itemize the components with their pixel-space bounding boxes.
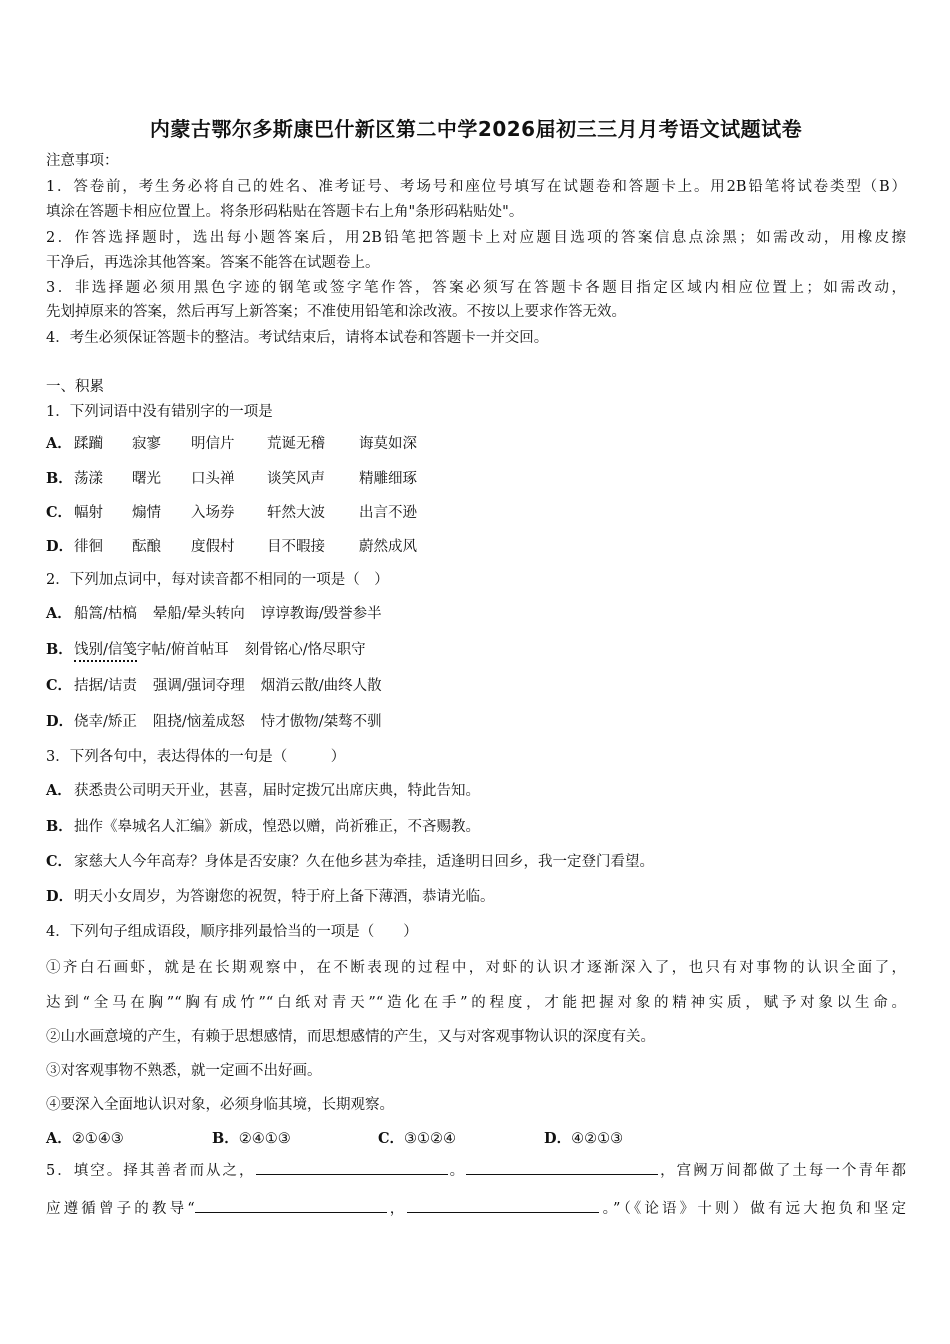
option-word: 船篙/枯槁 bbox=[74, 606, 137, 622]
q5-text: 5．填空。择其善者而从之， bbox=[46, 1163, 256, 1179]
option-label: A． bbox=[46, 435, 72, 452]
option-word: 刻骨铭心/恪尽职守 bbox=[244, 642, 366, 658]
fill-blank[interactable] bbox=[256, 1160, 448, 1175]
q4-sentence: ③对客观事物不熟悉，就一定画不出好画。 bbox=[46, 1063, 322, 1079]
option-word: 晕船/晕头转向 bbox=[152, 606, 245, 622]
option-text: 明天小女周岁，为答谢您的祝贺，特于府上备下薄酒，恭请光临。 bbox=[74, 889, 495, 905]
question-3-stem: 3．下列各句中，表达得体的一句是（ ） bbox=[46, 749, 346, 765]
q5-text: 。 bbox=[447, 1163, 467, 1179]
option-word: 侥幸/矫正 bbox=[74, 714, 137, 730]
option-label: D． bbox=[46, 538, 74, 555]
option-text: 获悉贵公司明天开业，甚喜，届时定拨冗出席庆典，特此告知。 bbox=[74, 783, 480, 799]
option-word: 出言不逊 bbox=[359, 505, 417, 521]
option-word: 幅射 bbox=[74, 505, 103, 521]
option-word: 寂寥 bbox=[132, 436, 161, 452]
q4-sentence: ①齐白石画虾，就是在长期观察中，在不断表现的过程中，对虾的认识才逐渐深入了，也只有对事物的认识全面了， bbox=[46, 960, 906, 976]
option-text: 家慈大人今年高寿？身体是否安康？久在他乡甚为牵挂，适逢明日回乡，我一定登门看望。 bbox=[74, 854, 654, 870]
notice-line: 4．考生必须保证答题卡的整洁。考试结束后，请将本试卷和答题卡一并交回。 bbox=[46, 330, 549, 346]
option-word: 字帖/俯首帖耳 bbox=[136, 642, 229, 658]
option-text: ②④①③ bbox=[238, 1131, 291, 1147]
q5-text: 。”（《论语》十则）做有远大抱负和坚定 bbox=[599, 1201, 907, 1217]
notice-heading: 注意事项： bbox=[46, 153, 119, 169]
fill-blank[interactable] bbox=[195, 1198, 387, 1213]
option-word: 蔚然成风 bbox=[359, 539, 417, 555]
option-word: 饯别/信笺 bbox=[74, 640, 137, 662]
option-label: A． bbox=[46, 1130, 72, 1147]
option-word: 拮据/诘责 bbox=[74, 678, 137, 694]
option-text: 拙作《皋城名人汇编》新成，惶恐以赠，尚祈雅正，不吝赐教。 bbox=[74, 819, 480, 835]
option-word: 酝酿 bbox=[132, 539, 161, 555]
q2-option-d bbox=[46, 712, 398, 732]
q3-option-a bbox=[46, 781, 480, 801]
option-word: 明信片 bbox=[191, 436, 235, 452]
q1-option-c bbox=[46, 503, 417, 523]
q4-option-d bbox=[544, 1127, 710, 1148]
q4-sentence: ④要深入全面地认识对象，必须身临其境，长期观察。 bbox=[46, 1097, 394, 1113]
option-word: 荡漾 bbox=[74, 471, 103, 487]
option-word: 强调/强词夺理 bbox=[152, 678, 245, 694]
option-word: 度假村 bbox=[191, 539, 235, 555]
question-5-line-2 bbox=[46, 1198, 906, 1219]
page-title: 内蒙古鄂尔多斯康巴什新区第二中学2026届初三三月月考语文试题试卷 bbox=[149, 117, 803, 141]
question-2-stem: 2．下列加点词中，每对读音都不相同的一项是（ ） bbox=[46, 572, 389, 588]
option-word: 轩然大波 bbox=[267, 505, 325, 521]
option-word: 谆谆教诲/毁誉参半 bbox=[260, 606, 382, 622]
q5-text: ，宫阙万间都做了土每一个青年都 bbox=[658, 1163, 907, 1179]
option-label: D． bbox=[46, 888, 74, 905]
section-heading: 一、积累 bbox=[46, 379, 104, 395]
option-word: 荒诞无稽 bbox=[267, 436, 325, 452]
q4-option-b bbox=[212, 1127, 378, 1148]
q4-option-a bbox=[46, 1127, 212, 1148]
option-label: B． bbox=[46, 641, 73, 658]
option-word: 口头禅 bbox=[191, 471, 235, 487]
option-word: 阻挠/恼羞成怒 bbox=[152, 714, 245, 730]
option-label: C． bbox=[378, 1130, 405, 1147]
q3-option-d bbox=[46, 887, 495, 907]
option-label: A． bbox=[46, 605, 72, 622]
option-word: 诲莫如深 bbox=[359, 436, 417, 452]
option-word: 徘徊 bbox=[74, 539, 103, 555]
notice-line: 3．非选择题必须用黑色字迹的钢笔或签字笔作答，答案必须写在答题卡各题目指定区域内相应位置上；如需改动， bbox=[46, 280, 906, 296]
q1-option-d bbox=[46, 537, 417, 557]
option-label: B． bbox=[46, 818, 73, 835]
q3-option-c bbox=[46, 852, 654, 872]
notice-line: 1．答卷前，考生务必将自己的姓名、准考证号、考场号和座位号填写在试题卷和答题卡上。用2B铅笔将试卷类型（B） bbox=[46, 179, 906, 195]
option-label: C． bbox=[46, 504, 73, 521]
option-word: 恃才傲物/桀骜不驯 bbox=[260, 714, 382, 730]
q4-sentence: ②山水画意境的产生，有赖于思想感情，而思想感情的产生，又与对客观事物认识的深度有关。 bbox=[46, 1029, 655, 1045]
question-1-stem: 1．下列词语中没有错别字的一项是 bbox=[46, 404, 273, 420]
option-word: 蹂躏 bbox=[74, 436, 103, 452]
q2-option-a bbox=[46, 604, 398, 624]
fill-blank[interactable] bbox=[466, 1160, 658, 1175]
option-label: D． bbox=[46, 713, 74, 730]
q4-sentence: 达到“全马在胸”“胸有成竹”“白纸对青天”“造化在手”的程度，才能把握对象的精神实质，赋予对象以生命。 bbox=[46, 995, 906, 1011]
option-text: ④②①③ bbox=[571, 1131, 624, 1147]
option-label: B． bbox=[212, 1130, 239, 1147]
notice-line: 填涂在答题卡相应位置上。将条形码粘贴在答题卡右上角"条形码粘贴处"。 bbox=[46, 204, 524, 220]
option-word: 煽情 bbox=[132, 505, 161, 521]
option-word: 曙光 bbox=[132, 471, 161, 487]
notice-line: 干净后，再选涂其他答案。答案不能答在试题卷上。 bbox=[46, 255, 380, 271]
notice-line: 先划掉原来的答案，然后再写上新答案；不准使用铅笔和涂改液。不按以上要求作答无效。 bbox=[46, 304, 626, 320]
q1-option-b bbox=[46, 469, 417, 489]
question-4-stem: 4．下列句子组成语段，顺序排列最恰当的一项是（ ） bbox=[46, 924, 418, 940]
q5-text: 应遵循曾子的教导“ bbox=[46, 1201, 195, 1217]
question-5-line-1 bbox=[46, 1160, 906, 1181]
option-word: 精雕细琢 bbox=[359, 471, 417, 487]
q2-option-c bbox=[46, 676, 398, 696]
option-label: D． bbox=[544, 1130, 572, 1147]
option-word: 烟消云散/曲终人散 bbox=[260, 678, 382, 694]
option-text: ②①④③ bbox=[71, 1131, 124, 1147]
q1-option-a bbox=[46, 434, 417, 454]
q3-option-b bbox=[46, 817, 480, 837]
option-label: A． bbox=[46, 782, 72, 799]
q4-options bbox=[46, 1127, 710, 1148]
option-label: C． bbox=[46, 677, 73, 694]
q5-text: ， bbox=[386, 1201, 408, 1217]
notice-line: 2．作答选择题时，选出每小题答案后，用2B铅笔把答题卡上对应题目选项的答案信息点涂黑；如需改动，用橡皮擦 bbox=[46, 230, 906, 246]
option-word: 目不暇接 bbox=[267, 539, 325, 555]
option-word: 谈笑风声 bbox=[267, 471, 325, 487]
option-word: 入场券 bbox=[191, 505, 235, 521]
option-text: ③①②④ bbox=[404, 1131, 457, 1147]
option-label: C． bbox=[46, 853, 73, 870]
q4-option-c bbox=[378, 1127, 544, 1148]
fill-blank[interactable] bbox=[407, 1198, 599, 1213]
q2-option-b bbox=[46, 640, 382, 662]
option-label: B． bbox=[46, 470, 73, 487]
